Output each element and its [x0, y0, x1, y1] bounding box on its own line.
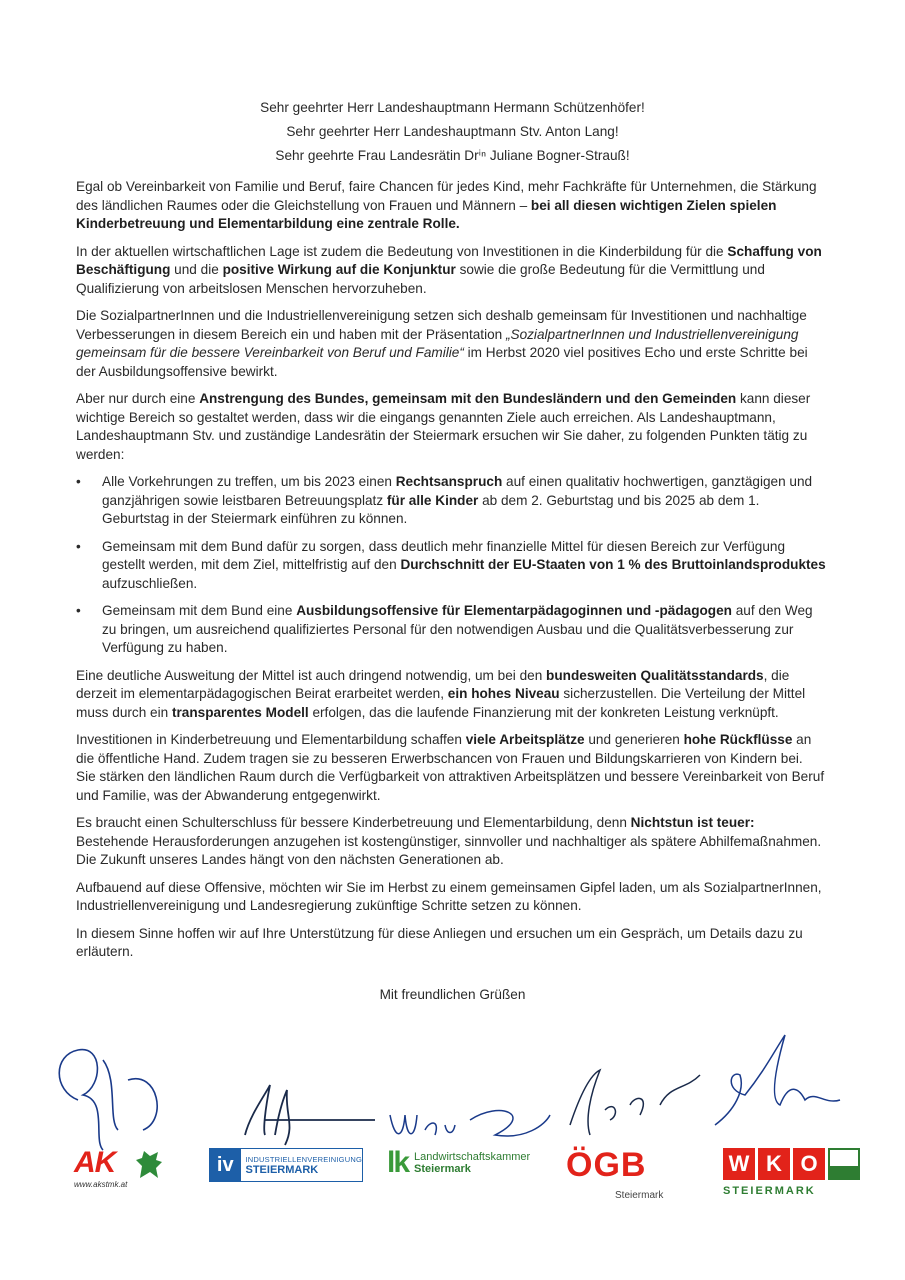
signature-lk [385, 1095, 555, 1150]
request-list [76, 473, 826, 658]
list-item: • Gemeinsam mit dem Bund dafür zu sorgen, dass deutlich mehr finanzielle Mittel für diesen Bereich zur Verfügung gestellt werden, mit dem Ziel, mittelfristig auf den Durchschnitt der EU-Staaten von 1 % des Bruttoinlandsproduktes aufzuschließen. [76, 538, 826, 591]
wko-region: STEIERMARK [723, 1185, 816, 1197]
salutation-line: Sehr geehrter Herr Landeshauptmann Hermann Schützenhöfer! [260, 100, 645, 115]
flag-icon [828, 1148, 860, 1180]
signature-wko [705, 1030, 845, 1145]
closing: Mit freundlichen Grüßen [379, 987, 526, 1002]
salutation-line: Sehr geehrte Frau Landesrätin Drⁱⁿ Juliane Bogner-Strauß! [275, 148, 630, 163]
paragraph: Egal ob Vereinbarkeit von Familie und Beruf, faire Chancen für jedes Kind, mehr Fachkräfte für Unternehmen, die Stärkung des ländlichen Raumes oder die Gleichstellung von Frauen und Männern – bei all diesen wichtigen Zielen spielen Kinderbetreuung und Elementarbildung eine zentrale Rolle. [76, 179, 817, 231]
iv-logo [209, 1148, 363, 1182]
ak-url: www.akstmk.at [74, 1180, 128, 1189]
iv-name: INDUSTRIELLENVEREINIGUNG [245, 1154, 362, 1164]
letter-body [76, 178, 826, 971]
bullet: • [76, 538, 81, 554]
paragraph: Aufbauend auf diese Offensive, möchten wir Sie im Herbst zu einem gemeinsamen Gipfel laden, um als SozialpartnerInnen, Industriellenvereinigung und Landesregierung zukünftige Schritte setzen zu können. [76, 879, 822, 913]
list-item: • Alle Vorkehrungen zu treffen, um bis 2023 einen Rechtsanspruch auf einen qualitativ hochwertigen, ganztägigen und ganzjährigen sowie leistbaren Betreuungsplatz für alle Kinder ab dem 2. Geburtstag und bis 2025 ab dem 1. Geburtstag in der Steiermark einführen zu können. [76, 474, 813, 526]
wko-letter: K [758, 1148, 790, 1180]
signature-ogb [560, 1065, 705, 1150]
panther-icon [132, 1148, 166, 1182]
lk-region: Steiermark [414, 1163, 471, 1175]
paragraph: Aber nur durch eine Anstrengung des Bundes, gemeinsam mit den Bundesländern und den Gemeinden kann dieser wichtige Bereich so gestaltet werden, dass wir die eingangs genannten Ziele auch erreichen. Als Landeshauptmann, Landeshauptmann Stv. und zuständige Landesrätin der Steiermark ersuchen wir Sie daher, zu folgenden Punkten tätig zu werden: [76, 391, 811, 462]
list-item: • Gemeinsam mit dem Bund eine Ausbildungsoffensive für Elementarpädagoginnen und -pädagogen auf den Weg zu bringen, um ausreichend qualifiziertes Personal für den notwendigen Ausbau und die Qualitätsverbesserung zur Verfügung zu haben. [76, 603, 813, 655]
iv-region: STEIERMARK [245, 1163, 319, 1176]
lk-logo [387, 1146, 530, 1180]
signature-iv [225, 1075, 385, 1155]
paragraph: Investitionen in Kinderbetreuung und Elementarbildung schaffen viele Arbeitsplätze und generieren hohe Rückflüsse an die öffentliche Hand. Zudem tragen sie zu besseren Erwerbschancen von Frauen und Bildungskarrieren von Kindern bei. Sie stärken den ländlichen Raum durch die Verfügbarkeit von attraktiven Arbeitsplätzen und bessere Vereinbarkeit von Beruf und Familie, was der Abwanderung entgegenwirkt. [76, 732, 825, 803]
signature-ak [48, 1040, 218, 1160]
ak-logo: AK [74, 1146, 116, 1179]
bullet: • [76, 603, 81, 618]
iv-mark: iv [210, 1149, 241, 1181]
paragraph: In der aktuellen wirtschaftlichen Lage ist zudem die Bedeutung von Investitionen in die Kinderbildung für die Schaffung von Beschäftigung und die positive Wirkung auf die Konjunktur sowie die große Bedeutung für die Vermittlung und Qualifizierung von arbeitslosen Menschen hervorzuheben. [76, 243, 822, 296]
paragraph: Die SozialpartnerInnen und die Industriellenvereinigung setzen sich deshalb gemeinsam für Investitionen und nachhaltige Verbesserungen in diesem Bereich ein und haben mit der Präsentation „SozialpartnerInnen und Industriellenvereinigung gemeinsam für die bessere Vereinbarkeit von Beruf und Familie“ im Herbst 2020 viel positives Echo und erste Schritte bei der Ausbildungsoffensive bewirkt. [76, 308, 808, 379]
paragraph: In diesem Sinne hoffen wir auf Ihre Unterstützung für diese Anliegen und ersuchen um ein Gespräch, um Details dazu zu erläutern. [76, 925, 803, 959]
ogb-logo: ÖGB [566, 1146, 647, 1184]
paragraph: Eine deutliche Ausweitung der Mittel ist auch dringend notwendig, um bei den bundesweiten Qualitätsstandards, die derzeit im elementarpädagogischen Beirat erarbeitet werden, ein hohes Niveau sicherzustellen. Die Verteilung der Mittel muss durch ein transparentes Modell erfolgen, das die laufende Finanzierung mit der konkreten Leistung verknüpft. [76, 667, 806, 720]
bullet: • [76, 474, 81, 489]
paragraph: Es braucht einen Schulterschluss für bessere Kinderbetreuung und Elementarbildung, denn Nichtstun ist teuer: Bestehende Herausforderungen anzugehen ist kostengünstiger, sinnvoller und nachhaltiger als spätere Abhilfemaßnahmen. Die Zukunft unseres Landes hängt von den nächsten Generationen ab. [76, 815, 822, 867]
wko-letter: O [793, 1148, 825, 1180]
ogb-region: Steiermark [615, 1190, 664, 1201]
salutation-line: Sehr geehrter Herr Landeshauptmann Stv. Anton Lang! [286, 124, 619, 139]
salutation [0, 96, 905, 168]
wko-letter: W [723, 1148, 755, 1180]
lk-mark: lk [387, 1146, 409, 1179]
wko-logo [723, 1148, 860, 1180]
lk-name: Landwirtschaftskammer [414, 1151, 531, 1163]
